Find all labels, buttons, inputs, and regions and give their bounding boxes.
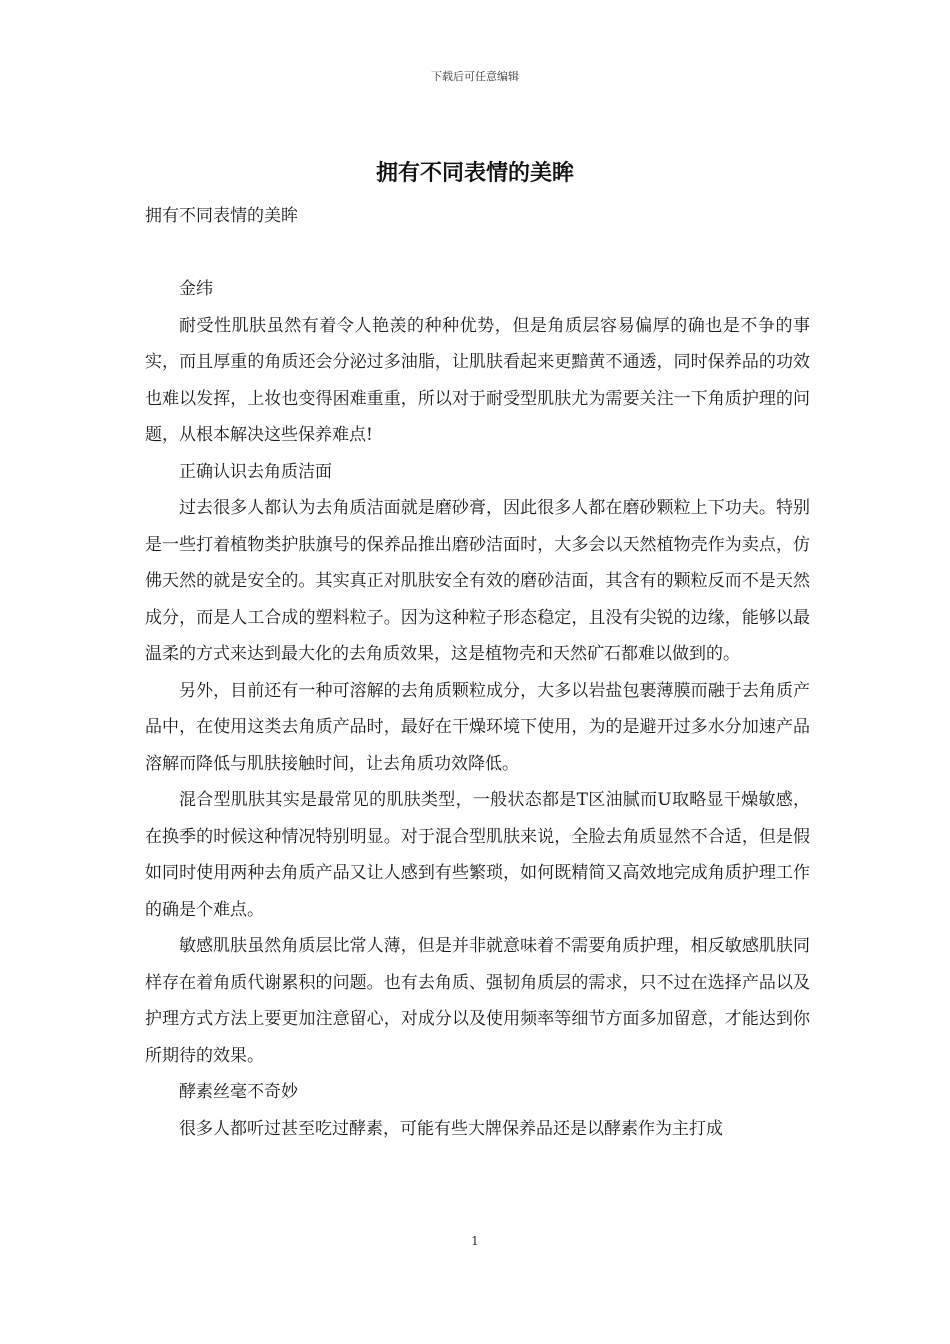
document-body (145, 198, 810, 1147)
document-title: 拥有不同表情的美眸 (375, 160, 574, 186)
paragraph-scrub: 过去很多人都认为去角质洁面就是磨砂膏，因此很多人都在磨砂颗粒上下功夫。特别是一些打着植物类护肤旗号的保养品推出磨砂洁面时，大多会以天然植物壳作为卖点，仿佛天然的就是安全的。其实真正对肌肤安全有效的磨砂洁面，其含有的颗粒反而不是天然成分，而是人工合成的塑料粒子。因为这种粒子形态稳定，且没有尖锐的边缘，能够以最温柔的方式来达到最大化的去角质效果，这是植物壳和天然矿石都难以做到的。 (145, 498, 810, 664)
paragraph-sensitive-skin: 敏感肌肤虽然角质层比常人薄，但是并非就意味着不需要角质护理，相反敏感肌肤同样存在着角质代谢累积的问题。也有去角质、强韧角质层的需求，只不过在选择产品以及护理方式方法上要更加注意留心，对成分以及使用频率等细节方面多加留意，才能达到你所期待的效果。 (145, 936, 810, 1066)
paragraph-soluble-granules: 另外，目前还有一种可溶解的去角质颗粒成分，大多以岩盐包裹薄膜而融于去角质产品中，在使用这类去角质产品时，最好在干燥环境下使用，为的是避开过多水分加速产品溶解而降低与肌肤接触时间，让去角质功效降低。 (145, 680, 810, 774)
paragraph-intro: 耐受性肌肤虽然有着令人艳羡的种种优势，但是角质层容易偏厚的确也是不争的事实，而且厚重的角质还会分泌过多油脂，让肌肤看起来更黯黄不通透，同时保养品的功效也难以发挥，上妆也变得困难重重，所以对于耐受型肌肤尤为需要关注一下角质护理的问题，从根本解决这些保养难点! (145, 315, 810, 445)
section-heading-enzyme: 酵素丝毫不奇妙 (179, 1082, 298, 1102)
section-heading-cleanser: 正确认识去角质洁面 (179, 461, 332, 482)
author-name: 金纬 (179, 279, 213, 299)
header-note: 下载后可任意编辑 (431, 70, 519, 83)
article-subtitle: 拥有不同表情的美眸 (145, 206, 298, 226)
blank-line (145, 235, 810, 272)
paragraph-enzyme: 很多人都听过甚至吃过酵素，可能有些大牌保养品还是以酵素作为主打成 (179, 1118, 723, 1139)
page-number: 1 (471, 1234, 479, 1248)
paragraph-combination-skin: 混合型肌肤其实是最常见的肌肤类型，一般状态都是T区油腻而U取略显干燥敏感，在换季的时候这种情况特别明显。对于混合型肌肤来说，全脸去角质显然不合适，但是假如同时使用两种去角质产品又让人感到有些繁琐，如何既精简又高效地完成角质护理工作的确是个难点。 (145, 790, 810, 920)
